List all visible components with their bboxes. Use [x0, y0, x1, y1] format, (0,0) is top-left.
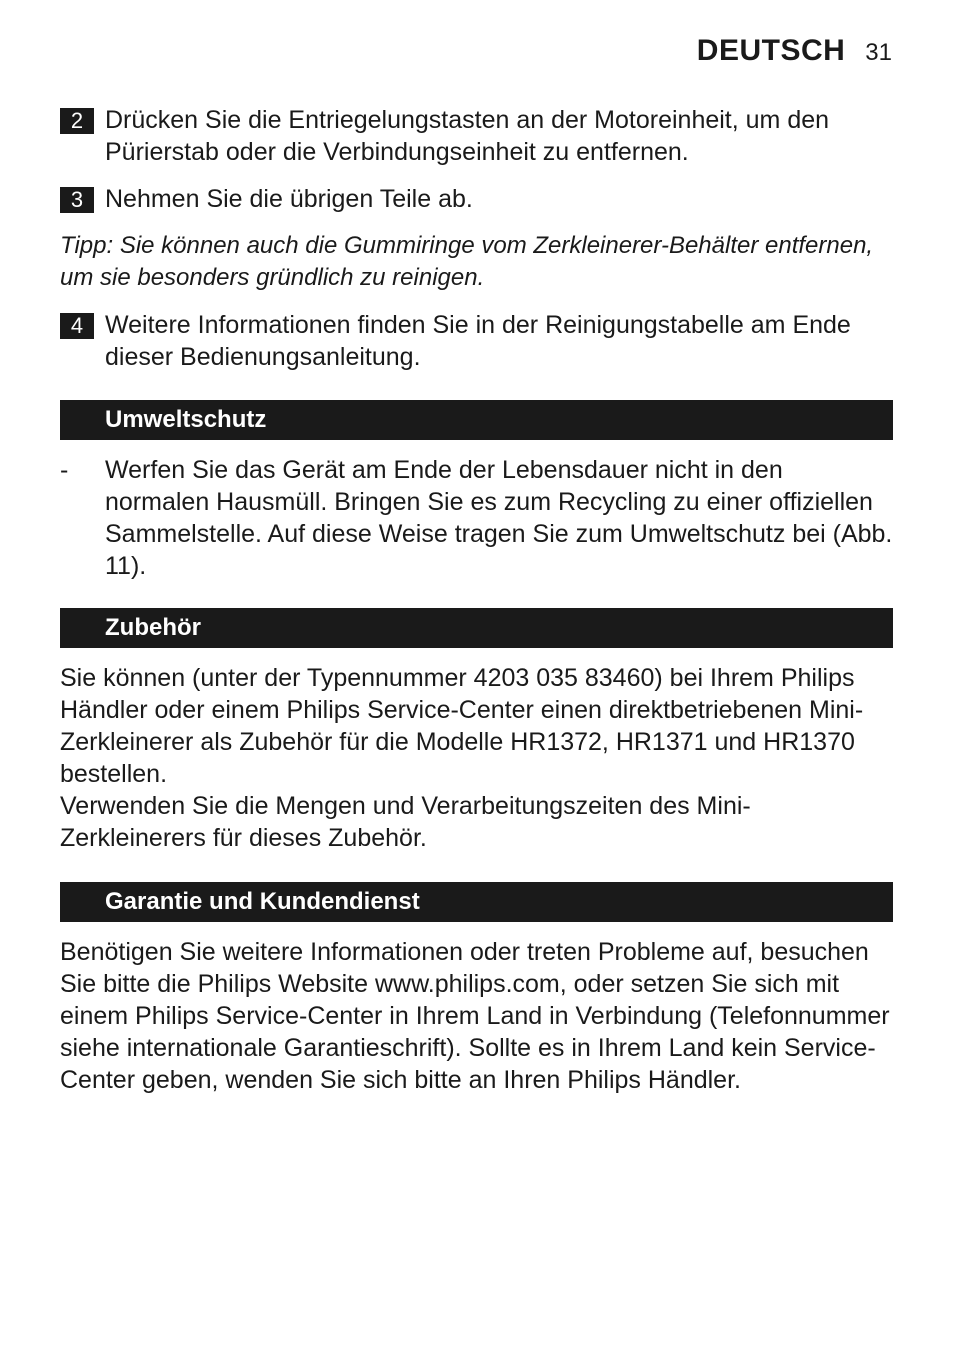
warranty-text-start: Benötigen Sie weitere Informationen oder treten Probleme auf, besuchen Sie bitte die Philips Website — [60, 938, 869, 998]
warranty-text-end: , oder setzen Sie sich mit einem Philips Service-Center in Ihrem Land in Verbindung (Telefonnummer siehe internationale Garantieschrift). Sollte es in Ihrem Land kein Service-Center geben, wenden Sie sich bitte an Ihren Philips Händler. — [60, 970, 890, 1094]
accessory-paragraph-2: Verwenden Sie die Mengen und Verarbeitungszeiten des Mini-Zerkleinerers für dieses Zubehör. — [60, 792, 751, 852]
step-4 — [60, 309, 893, 373]
list-item — [60, 454, 893, 582]
tip-text: Tipp: Sie können auch die Gummiringe vom Zerkleinerer-Behälter entfernen, um sie besonders gründlich zu reinigen. — [60, 232, 874, 291]
step-3 — [60, 183, 893, 215]
step-number-badge: 3 — [60, 187, 94, 213]
step-2 — [60, 104, 893, 168]
language-heading: DEUTSCH — [696, 34, 846, 67]
accessory-paragraph: Sie können (unter der Typennummer 4203 035 83460) bei Ihrem Philips Händler oder einem Philips Service-Center einen direktbetriebenen Mini-Zerkleinerer als Zubehör für die Modelle HR1372, HR1371 und HR1370 bestellen. — [60, 664, 864, 788]
page-content — [60, 100, 893, 1096]
section-heading-zubehoer: Zubehör — [60, 608, 893, 648]
page-header — [697, 34, 892, 68]
warranty-paragraph — [60, 936, 893, 1096]
philips-website-link[interactable]: www.philips.com — [374, 970, 560, 998]
section-heading-umweltschutz: Umweltschutz — [60, 400, 893, 440]
step-text: Weitere Informationen finden Sie in der Reinigungstabelle am Ende dieser Bedienungsanleitung. — [105, 311, 851, 371]
step-text: Nehmen Sie die übrigen Teile ab. — [105, 185, 473, 213]
step-number-badge: 4 — [60, 313, 94, 339]
list-dash: - — [60, 456, 69, 484]
step-text: Drücken Sie die Entriegelungstasten an der Motoreinheit, um den Pürierstab oder die Verbindungseinheit zu entfernen. — [105, 106, 830, 166]
section-heading-garantie: Garantie und Kundendienst — [60, 882, 893, 922]
step-number-badge: 2 — [60, 108, 94, 134]
page-number: 31 — [865, 39, 892, 66]
list-item-text: Werfen Sie das Gerät am Ende der Lebensdauer nicht in den normalen Hausmüll. Bringen Sie es zum Recycling zu einer offiziellen Sammelstelle. Auf diese Weise tragen Sie zum Umweltschutz bei (Abb. 11). — [105, 456, 893, 580]
